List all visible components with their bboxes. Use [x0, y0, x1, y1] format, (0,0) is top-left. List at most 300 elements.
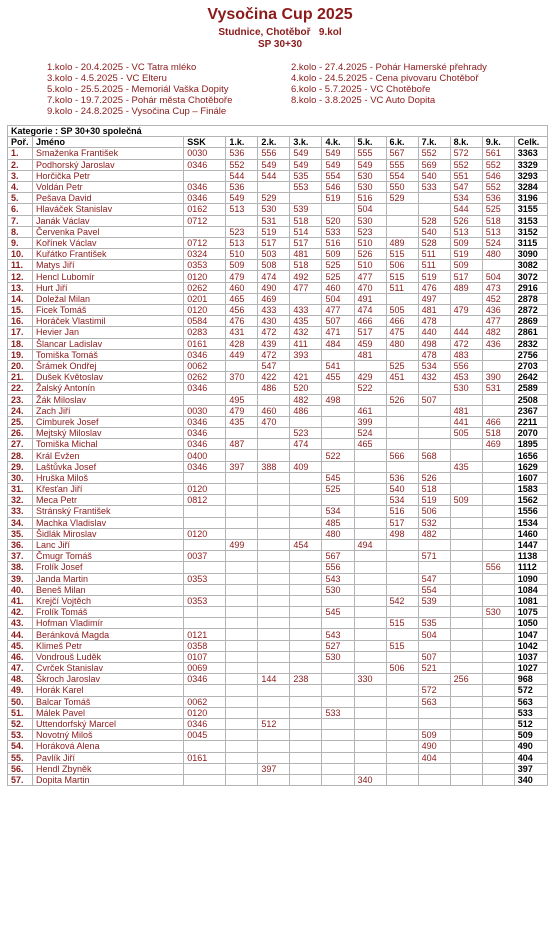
cell-rank: 7.	[8, 215, 33, 226]
cell-rank: 15.	[8, 305, 33, 316]
cell-round-4: 522	[322, 450, 354, 461]
cell-name: Hlaváček Stanislav	[33, 204, 184, 215]
cell-round-7: 432	[418, 372, 450, 383]
cell-rank: 53.	[8, 730, 33, 741]
col-header-round-5: 5.k.	[354, 137, 386, 148]
cell-round-7: 547	[418, 573, 450, 584]
cell-total: 2872	[514, 305, 547, 316]
cell-round-2: 503	[258, 249, 290, 260]
cell-round-9	[482, 595, 514, 606]
cell-round-2: 490	[258, 282, 290, 293]
cell-round-4: 534	[322, 506, 354, 517]
cell-round-3	[290, 629, 322, 640]
cell-round-5: 465	[354, 439, 386, 450]
cell-round-5: 494	[354, 539, 386, 550]
cell-rank: 28.	[8, 450, 33, 461]
cell-rank: 14.	[8, 293, 33, 304]
cell-round-1	[226, 685, 258, 696]
cell-total: 2589	[514, 383, 547, 394]
results-table	[7, 125, 548, 786]
cell-round-4	[322, 752, 354, 763]
cell-round-4: 545	[322, 607, 354, 618]
cell-name: Žák Miloslav	[33, 394, 184, 405]
cell-round-5: 522	[354, 383, 386, 394]
cell-round-8	[450, 741, 482, 752]
cell-total: 509	[514, 730, 547, 741]
cell-round-8	[450, 506, 482, 517]
cell-round-3	[290, 595, 322, 606]
cell-round-1: 552	[226, 159, 258, 170]
cell-round-1: 479	[226, 405, 258, 416]
subtitle-location: Studnice, Chotěboř	[218, 27, 311, 38]
cell-round-6: 536	[386, 472, 418, 483]
cell-round-3: 435	[290, 316, 322, 327]
cell-round-8	[450, 607, 482, 618]
cell-round-7: 511	[418, 260, 450, 271]
cell-round-2	[258, 629, 290, 640]
cell-round-1	[226, 730, 258, 741]
cell-total: 1534	[514, 517, 547, 528]
cell-round-6: 554	[386, 170, 418, 181]
cell-round-7: 535	[418, 618, 450, 629]
cell-round-5	[354, 584, 386, 595]
cell-total: 1447	[514, 539, 547, 550]
cell-round-6	[386, 685, 418, 696]
cell-round-2: 547	[258, 360, 290, 371]
cell-round-8: 509	[450, 495, 482, 506]
cell-round-7: 478	[418, 316, 450, 327]
cell-round-8: 483	[450, 349, 482, 360]
cell-round-9	[482, 528, 514, 539]
cell-round-6	[386, 752, 418, 763]
cell-name: Zach Jiří	[33, 405, 184, 416]
page-title: Vysočina Cup 2025	[207, 6, 353, 23]
col-header-round-3: 3.k.	[290, 137, 322, 148]
cell-round-5	[354, 663, 386, 674]
cell-round-2	[258, 607, 290, 618]
cell-round-1: 476	[226, 316, 258, 327]
cell-name: Hencl Lubomír	[33, 271, 184, 282]
cell-rank: 18.	[8, 338, 33, 349]
subtitle-category: SP 30+30	[257, 39, 303, 50]
cell-club	[184, 539, 226, 550]
cell-round-4: 541	[322, 360, 354, 371]
cell-name: Kuřátko František	[33, 249, 184, 260]
cell-round-4: 516	[322, 237, 354, 248]
cell-round-5	[354, 573, 386, 584]
cell-rank: 6.	[8, 204, 33, 215]
cell-round-7	[418, 718, 450, 729]
cell-round-9	[482, 573, 514, 584]
cell-name: Hevier Jan	[33, 327, 184, 338]
cell-name: Hurt Jiří	[33, 282, 184, 293]
cell-round-5: 526	[354, 249, 386, 260]
cell-club: 0030	[184, 405, 226, 416]
cell-total: 1075	[514, 607, 547, 618]
cell-rank: 40.	[8, 584, 33, 595]
cell-club: 0353	[184, 260, 226, 271]
cell-round-8: 479	[450, 305, 482, 316]
cell-name: Křesťan Jiří	[33, 484, 184, 495]
cell-round-8	[450, 696, 482, 707]
cell-round-4: 498	[322, 394, 354, 405]
cell-round-4: 527	[322, 640, 354, 651]
table-row	[8, 528, 548, 539]
cell-round-1	[226, 741, 258, 752]
cell-round-2: 508	[258, 260, 290, 271]
cell-round-3	[290, 685, 322, 696]
cell-round-9: 473	[482, 282, 514, 293]
table-row	[8, 148, 548, 159]
cell-round-1: 456	[226, 305, 258, 316]
cell-round-9	[482, 551, 514, 562]
cell-round-5	[354, 629, 386, 640]
cell-total: 1138	[514, 551, 547, 562]
cell-round-6	[386, 774, 418, 785]
cell-round-7: 507	[418, 394, 450, 405]
cell-round-7: 519	[418, 271, 450, 282]
cell-name: Šrámek Ondřej	[33, 360, 184, 371]
cell-rank: 39.	[8, 573, 33, 584]
cell-round-6: 517	[386, 517, 418, 528]
table-row	[8, 193, 548, 204]
cell-total: 1090	[514, 573, 547, 584]
cell-round-3: 409	[290, 461, 322, 472]
cell-round-9: 436	[482, 338, 514, 349]
cell-round-6	[386, 293, 418, 304]
cell-round-7: 528	[418, 237, 450, 248]
table-row	[8, 674, 548, 685]
cell-rank: 54.	[8, 741, 33, 752]
cell-round-7: 540	[418, 226, 450, 237]
cell-round-5: 524	[354, 428, 386, 439]
cell-round-4	[322, 405, 354, 416]
cell-round-6: 540	[386, 484, 418, 495]
cell-rank: 50.	[8, 696, 33, 707]
cell-round-9: 561	[482, 148, 514, 159]
cell-round-9	[482, 718, 514, 729]
cell-round-1: 460	[226, 282, 258, 293]
cell-round-4: 543	[322, 629, 354, 640]
cell-round-5	[354, 618, 386, 629]
cell-round-8: 547	[450, 181, 482, 192]
cell-round-4: 525	[322, 484, 354, 495]
cell-round-1: 397	[226, 461, 258, 472]
cell-round-8	[450, 718, 482, 729]
cell-round-3: 411	[290, 338, 322, 349]
cell-round-1	[226, 696, 258, 707]
cell-rank: 25.	[8, 416, 33, 427]
cell-round-4	[322, 495, 354, 506]
cell-rank: 16.	[8, 316, 33, 327]
cell-round-5: 530	[354, 170, 386, 181]
cell-round-9	[482, 584, 514, 595]
cell-round-4: 530	[322, 584, 354, 595]
cell-total: 968	[514, 674, 547, 685]
cell-total: 2070	[514, 428, 547, 439]
table-row	[8, 696, 548, 707]
cell-rank: 23.	[8, 394, 33, 405]
cell-round-4	[322, 428, 354, 439]
cell-round-8: 505	[450, 428, 482, 439]
cell-round-7: 481	[418, 305, 450, 316]
cell-round-9	[482, 394, 514, 405]
cell-total: 3293	[514, 170, 547, 181]
cell-round-5: 477	[354, 271, 386, 282]
cell-name: Beneš Milan	[33, 584, 184, 595]
cell-round-2: 433	[258, 305, 290, 316]
cell-round-5	[354, 360, 386, 371]
cell-round-3: 517	[290, 237, 322, 248]
cell-round-2	[258, 752, 290, 763]
cell-club: 0346	[184, 349, 226, 360]
cell-round-7: 572	[418, 685, 450, 696]
cell-round-8	[450, 584, 482, 595]
cell-round-2: 472	[258, 349, 290, 360]
cell-total: 1047	[514, 629, 547, 640]
cell-rank: 27.	[8, 439, 33, 450]
cell-round-6: 511	[386, 282, 418, 293]
cell-total: 1081	[514, 595, 547, 606]
cell-rank: 34.	[8, 517, 33, 528]
table-row	[8, 226, 548, 237]
cell-round-5	[354, 506, 386, 517]
cell-round-3	[290, 416, 322, 427]
cell-round-2: 530	[258, 204, 290, 215]
cell-total: 3284	[514, 181, 547, 192]
cell-round-3	[290, 618, 322, 629]
cell-round-8: 556	[450, 360, 482, 371]
cell-round-9: 452	[482, 293, 514, 304]
cell-name: Stránský František	[33, 506, 184, 517]
cell-round-9	[482, 360, 514, 371]
cell-round-3: 514	[290, 226, 322, 237]
subtitle-rounds: 9.kol	[318, 27, 342, 38]
cell-name: Frolík Tomáš	[33, 607, 184, 618]
schedule-item: 9.kolo - 24.8.2025 - Vysočina Cup – Finále	[47, 106, 227, 117]
cell-name: Machka Vladislav	[33, 517, 184, 528]
cell-round-9	[482, 539, 514, 550]
cell-round-8: 509	[450, 260, 482, 271]
cell-club	[184, 226, 226, 237]
col-header-total: Celk.	[514, 137, 547, 148]
cell-round-3	[290, 763, 322, 774]
table-row	[8, 360, 548, 371]
cell-name: Uttendorfský Marcel	[33, 718, 184, 729]
cell-name: Podhorský Jaroslav	[33, 159, 184, 170]
cell-round-3: 486	[290, 405, 322, 416]
cell-club	[184, 685, 226, 696]
cell-round-1	[226, 484, 258, 495]
cell-total: 2756	[514, 349, 547, 360]
cell-round-6	[386, 651, 418, 662]
cell-round-2	[258, 730, 290, 741]
cell-round-2: 460	[258, 405, 290, 416]
cell-round-1	[226, 674, 258, 685]
cell-round-8: 572	[450, 148, 482, 159]
cell-club: 0346	[184, 416, 226, 427]
cell-round-8	[450, 472, 482, 483]
cell-club: 0062	[184, 696, 226, 707]
cell-round-8: 453	[450, 372, 482, 383]
cell-club	[184, 517, 226, 528]
cell-round-2: 422	[258, 372, 290, 383]
cell-round-7	[418, 383, 450, 394]
cell-club: 0120	[184, 271, 226, 282]
cell-round-1	[226, 595, 258, 606]
cell-round-4	[322, 763, 354, 774]
cell-round-6: 489	[386, 237, 418, 248]
table-row	[8, 181, 548, 192]
cell-club: 0037	[184, 551, 226, 562]
cell-club: 0346	[184, 383, 226, 394]
cell-rank: 46.	[8, 651, 33, 662]
schedule-item: 8.kolo - 3.8.2025 - VC Auto Dopita	[291, 95, 436, 106]
cell-round-7	[418, 405, 450, 416]
cell-club: 0346	[184, 718, 226, 729]
cell-round-6	[386, 551, 418, 562]
cell-round-3	[290, 774, 322, 785]
cell-round-5	[354, 718, 386, 729]
cell-round-9	[482, 517, 514, 528]
cell-rank: 8.	[8, 226, 33, 237]
cell-total: 1042	[514, 640, 547, 651]
cell-round-7	[418, 607, 450, 618]
cell-round-1: 536	[226, 148, 258, 159]
cell-round-4: 504	[322, 293, 354, 304]
cell-round-4: 509	[322, 249, 354, 260]
cell-round-7: 568	[418, 450, 450, 461]
cell-rank: 4.	[8, 181, 33, 192]
table-row	[8, 763, 548, 774]
cell-round-1: 428	[226, 338, 258, 349]
cell-total: 3072	[514, 271, 547, 282]
cell-round-7: 440	[418, 327, 450, 338]
cell-rank: 30.	[8, 472, 33, 483]
table-row	[8, 338, 548, 349]
cell-round-6	[386, 629, 418, 640]
cell-round-5	[354, 640, 386, 651]
schedule-item: 3.kolo - 4.5.2025 - VC Elteru	[47, 73, 167, 84]
cell-club	[184, 763, 226, 774]
cell-club: 0584	[184, 316, 226, 327]
cell-round-6: 475	[386, 327, 418, 338]
cell-round-1	[226, 584, 258, 595]
col-header-round-4: 4.k.	[322, 137, 354, 148]
cell-round-2	[258, 495, 290, 506]
cell-rank: 22.	[8, 383, 33, 394]
cell-round-3: 553	[290, 181, 322, 192]
cell-round-7: 540	[418, 170, 450, 181]
cell-round-2	[258, 584, 290, 595]
table-row	[8, 439, 548, 450]
cell-round-4	[322, 461, 354, 472]
cell-club: 0283	[184, 327, 226, 338]
cell-round-2: 531	[258, 215, 290, 226]
cell-round-9	[482, 629, 514, 640]
cell-round-6: 506	[386, 260, 418, 271]
cell-club	[184, 394, 226, 405]
cell-name: Kořínek Václav	[33, 237, 184, 248]
cell-round-9	[482, 506, 514, 517]
table-row	[8, 260, 548, 271]
cell-round-8: 489	[450, 282, 482, 293]
cell-round-4: 480	[322, 528, 354, 539]
cell-round-4	[322, 595, 354, 606]
cell-round-2	[258, 528, 290, 539]
cell-round-8	[450, 618, 482, 629]
cell-total: 3329	[514, 159, 547, 170]
cell-club: 0346	[184, 159, 226, 170]
cell-round-3: 433	[290, 305, 322, 316]
header-row	[8, 137, 548, 148]
cell-round-4: 533	[322, 707, 354, 718]
cell-round-9: 482	[482, 327, 514, 338]
cell-round-2: 388	[258, 461, 290, 472]
cell-round-6	[386, 674, 418, 685]
cell-round-5: 510	[354, 237, 386, 248]
cell-round-4: 545	[322, 472, 354, 483]
cell-name: Tomiška Michal	[33, 439, 184, 450]
cell-total: 3152	[514, 226, 547, 237]
cell-round-3	[290, 528, 322, 539]
cell-total: 1050	[514, 618, 547, 629]
cell-round-3	[290, 551, 322, 562]
cell-round-1: 536	[226, 181, 258, 192]
cell-name: Hruška Miloš	[33, 472, 184, 483]
cell-round-2: 512	[258, 718, 290, 729]
cell-round-9: 518	[482, 428, 514, 439]
table-row	[8, 372, 548, 383]
cell-round-8	[450, 763, 482, 774]
cell-round-5	[354, 607, 386, 618]
table-row	[8, 607, 548, 618]
table-row	[8, 629, 548, 640]
cell-round-6	[386, 718, 418, 729]
cell-round-9: 504	[482, 271, 514, 282]
cell-round-4	[322, 416, 354, 427]
cell-round-7: 509	[418, 730, 450, 741]
cell-round-3: 432	[290, 327, 322, 338]
cell-round-4: 533	[322, 226, 354, 237]
cell-round-7	[418, 204, 450, 215]
cell-club: 0121	[184, 629, 226, 640]
cell-round-9: 524	[482, 237, 514, 248]
cell-round-8	[450, 730, 482, 741]
cell-club: 0107	[184, 651, 226, 662]
cell-round-3	[290, 495, 322, 506]
cell-round-1	[226, 562, 258, 573]
cell-round-8: 552	[450, 159, 482, 170]
cell-round-6	[386, 383, 418, 394]
cell-round-1	[226, 618, 258, 629]
cell-rank: 42.	[8, 607, 33, 618]
cell-round-1: 479	[226, 271, 258, 282]
cell-name: Mejtský Miloslav	[33, 428, 184, 439]
cell-round-3	[290, 584, 322, 595]
table-row	[8, 506, 548, 517]
cell-round-4	[322, 696, 354, 707]
cell-round-4: 455	[322, 372, 354, 383]
cell-round-1	[226, 428, 258, 439]
cell-round-6	[386, 349, 418, 360]
cell-round-9: 546	[482, 170, 514, 181]
cell-round-9: 552	[482, 181, 514, 192]
cell-round-5	[354, 696, 386, 707]
cell-club	[184, 472, 226, 483]
cell-round-1	[226, 215, 258, 226]
cell-round-7	[418, 640, 450, 651]
